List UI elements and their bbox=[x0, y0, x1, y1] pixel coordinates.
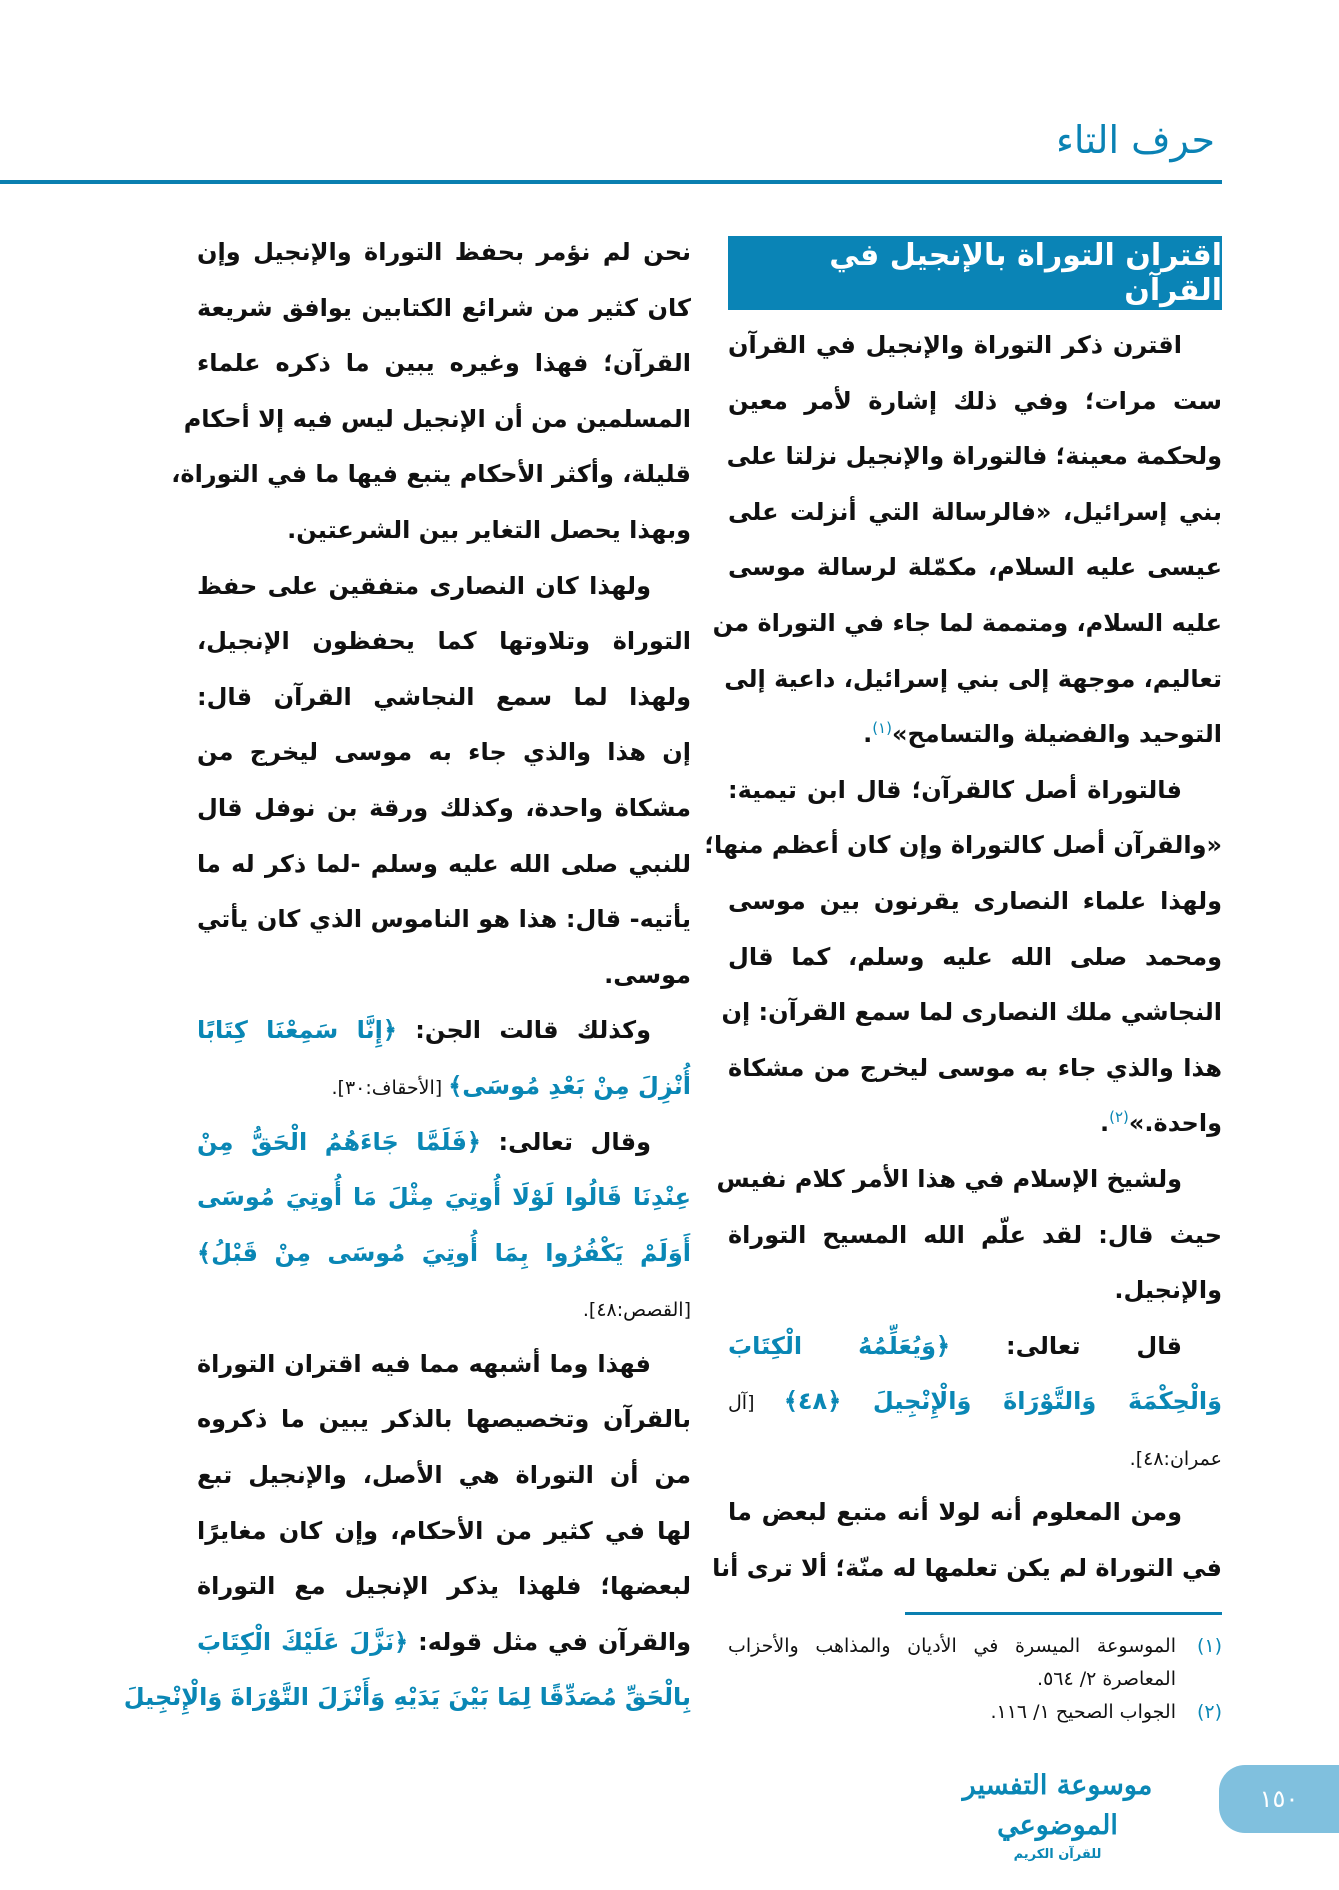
text-line: ولهذا علماء النصارى يقرنون بين موسى bbox=[728, 886, 1222, 915]
text-line: في التوراة لم يكن تعلمها له منّة؛ ألا ترى أنا bbox=[712, 1554, 1222, 1583]
text-line: يأتيه- قال: هذا هو الناموس الذي كان يأتي bbox=[197, 905, 691, 934]
section-title: اقتران التوراة بالإنجيل في القرآن bbox=[728, 236, 1222, 310]
right-column bbox=[704, 318, 1222, 1597]
quran-verse: أَوَلَمْ يَكْفُرُوا بِمَا أُوتِيَ مُوسَى مِنْ قَبْلُ﴾ bbox=[197, 1238, 691, 1267]
text-line: بني إسرائيل، «فالرسالة التي أنزلت على bbox=[728, 497, 1222, 526]
text-line: فهذا وما أشبهه مما فيه اقتران التوراة bbox=[197, 1349, 651, 1378]
text-line: اقترن ذكر التوراة والإنجيل في القرآن bbox=[728, 331, 1182, 359]
footnote-item bbox=[728, 1630, 1222, 1696]
paragraph bbox=[197, 559, 691, 1004]
paragraph bbox=[704, 763, 1222, 1152]
text-line: تعاليم، موجهة إلى بني إسرائيل، داعية إلى bbox=[724, 664, 1222, 693]
text-segment: واحدة.» bbox=[1128, 1109, 1222, 1138]
text-line bbox=[123, 1670, 691, 1726]
text-line bbox=[728, 1096, 1222, 1152]
footnote-text: الجواب الصحيح ١/ ١١٦. bbox=[990, 1701, 1176, 1723]
text-line: «والقرآن أصل كالتوراة وإن كان أعظم منها؛ bbox=[704, 831, 1222, 860]
text-line: لبعضها؛ فلهذا يذكر الإنجيل مع التوراة bbox=[197, 1572, 691, 1601]
quran-verse: عِنْدِنَا قَالُوا لَوْلَا أُوتِيَ مِثْلَ مَا أُوتِيَ مُوسَى bbox=[197, 1183, 691, 1212]
text-line: ومحمد صلى الله عليه وسلم، كما قال bbox=[728, 942, 1222, 971]
text-line bbox=[197, 1115, 691, 1171]
text-line bbox=[197, 1170, 691, 1226]
text-line: لها في كثير من الأحكام، وإن كان مغايرًا bbox=[197, 1516, 691, 1545]
logo-sub-text: للقرآن الكريم bbox=[1013, 1847, 1102, 1862]
footnote-item bbox=[728, 1696, 1222, 1729]
paragraph bbox=[712, 1485, 1222, 1596]
text-line: ولشيخ الإسلام في هذا الأمر كلام نفيس bbox=[716, 1164, 1182, 1193]
quran-verse: ﴿إِنَّا سَمِعْنَا كِتَابًا bbox=[197, 1016, 397, 1045]
paragraph bbox=[712, 318, 1222, 763]
text-line bbox=[728, 1430, 1222, 1486]
text-line: هذا والذي جاء به موسى ليخرج من مشكاة bbox=[728, 1053, 1222, 1082]
encyclopedia-logo bbox=[935, 1766, 1180, 1862]
text-line bbox=[728, 1319, 1222, 1375]
text-line: حيث قال: لقد علّم الله المسيح التوراة bbox=[728, 1220, 1222, 1249]
text-line: كان كثير من شرائع الكتابين يوافق شريعة bbox=[197, 293, 691, 322]
paragraph bbox=[123, 1337, 691, 1726]
text-line: قليلة، وأكثر الأحكام يتبع فيها ما في التوراة، bbox=[171, 460, 691, 489]
text-line: التوراة وتلاوتها كما يحفظون الإنجيل، bbox=[197, 627, 691, 656]
header-divider bbox=[0, 180, 1222, 184]
text-segment: والقرآن في مثل قوله: bbox=[408, 1627, 691, 1656]
logo-main-text: موسوعة التفسير الموضوعي bbox=[962, 1770, 1153, 1841]
footnote-marker[interactable]: (١) bbox=[872, 719, 892, 738]
footnote-number: (٢) bbox=[1196, 1701, 1222, 1723]
paragraph bbox=[171, 225, 691, 559]
text-line bbox=[197, 1226, 691, 1282]
text-line: النجاشي ملك النصارى لما سمع القرآن: إن bbox=[721, 998, 1222, 1027]
quran-verse: أُنْزِلَ مِنْ بَعْدِ مُوسَى﴾ bbox=[448, 1071, 691, 1100]
text-line: وبهذا يحصل التغاير بين الشرعتين. bbox=[287, 515, 691, 544]
chapter-title: حرف التاء bbox=[1056, 118, 1215, 162]
text-segment: قال تعالى: bbox=[950, 1331, 1182, 1360]
page-number-badge: ١٥٠ bbox=[1219, 1765, 1339, 1833]
text-segment: وقال تعالى: bbox=[480, 1127, 652, 1156]
text-line: موسى. bbox=[604, 960, 691, 989]
text-line bbox=[728, 1374, 1222, 1430]
quran-verse: وَالْحِكْمَةَ وَالتَّوْرَاةَ وَالْإِنْجِيلَ ﴿٤٨﴾ bbox=[783, 1387, 1222, 1416]
verse-reference: [آل bbox=[728, 1392, 784, 1415]
footnote-text: الموسوعة الميسرة في الأديان والمذاهب والأحزاب المعاصرة ٢/ ٥٦٤. bbox=[728, 1635, 1176, 1690]
text-line bbox=[197, 1059, 691, 1115]
text-segment: . bbox=[1100, 1109, 1110, 1138]
text-line: ست مرات؛ وفي ذلك إشارة لأمر معين bbox=[728, 386, 1222, 415]
text-segment: التوحيد والفضيلة والتسامح» bbox=[891, 720, 1222, 749]
text-line: للنبي صلى الله عليه وسلم -لما ذكر له ما bbox=[197, 849, 691, 878]
footnote-marker[interactable]: (٢) bbox=[1109, 1108, 1129, 1127]
text-line: مشكاة واحدة، وكذلك ورقة بن نوفل قال bbox=[197, 793, 691, 822]
verse-reference: عمران:٤٨]. bbox=[1129, 1447, 1222, 1470]
text-line: والإنجيل. bbox=[1114, 1276, 1222, 1305]
quran-verse: ﴿فَلَمَّا جَاءَهُمُ الْحَقُّ مِنْ bbox=[197, 1127, 481, 1156]
paragraph bbox=[728, 1319, 1222, 1486]
quran-verse: بِالْحَقِّ مُصَدِّقًا لِمَا بَيْنَ يَدَيْهِ وَأَنْزَلَ التَّوْرَاةَ وَالْإِنْجِيلَ bbox=[123, 1683, 691, 1712]
text-line bbox=[197, 1003, 691, 1059]
text-line: نحن لم نؤمر بحفظ التوراة والإنجيل وإن bbox=[197, 238, 691, 266]
text-line: ولهذا كان النصارى متفقين على حفظ bbox=[197, 571, 651, 600]
text-line: عيسى عليه السلام، مكمّلة لرسالة موسى bbox=[728, 553, 1222, 582]
footnote-divider bbox=[905, 1612, 1222, 1615]
text-line: المسلمين من أن الإنجيل ليس فيه إلا أحكام bbox=[183, 404, 691, 433]
quran-verse: ﴿وَيُعَلِّمُهُ الْكِتَابَ bbox=[728, 1331, 951, 1360]
footnote-number: (١) bbox=[1196, 1635, 1222, 1657]
text-line bbox=[728, 707, 1222, 763]
text-segment: وكذلك قالت الجن: bbox=[396, 1016, 652, 1045]
text-line: إن هذا والذي جاء به موسى ليخرج من bbox=[197, 738, 691, 767]
text-line: ومن المعلوم أنه لولا أنه متبع لبعض ما bbox=[728, 1498, 1182, 1527]
text-line: القرآن؛ فهذا وغيره يبين ما ذكره علماء bbox=[197, 349, 691, 378]
text-line bbox=[197, 1281, 691, 1337]
quran-verse: ﴿نَزَّلَ عَلَيْكَ الْكِتَابَ bbox=[197, 1627, 409, 1656]
footnotes bbox=[728, 1630, 1222, 1729]
text-segment: . bbox=[863, 720, 873, 749]
paragraph bbox=[197, 1003, 691, 1114]
verse-reference: [القصص:٤٨]. bbox=[582, 1299, 691, 1322]
paragraph bbox=[716, 1152, 1222, 1319]
left-column bbox=[123, 225, 691, 1726]
verse-reference: [الأحقاف:٣٠]. bbox=[331, 1076, 449, 1099]
text-line: ولهذا لما سمع النجاشي القرآن قال: bbox=[197, 682, 691, 711]
text-line: عليه السلام، ومتممة لما جاء في التوراة من bbox=[712, 608, 1222, 637]
text-line bbox=[197, 1615, 691, 1671]
text-line: فالتوراة أصل كالقرآن؛ قال ابن تيمية: bbox=[728, 775, 1182, 804]
text-line: بالقرآن وتخصيصها بالذكر يبين ما ذكروه bbox=[197, 1405, 691, 1434]
text-line: من أن التوراة هي الأصل، والإنجيل تبع bbox=[197, 1461, 691, 1490]
paragraph bbox=[197, 1115, 691, 1337]
text-line: ولحكمة معينة؛ فالتوراة والإنجيل نزلتا على bbox=[726, 442, 1222, 471]
